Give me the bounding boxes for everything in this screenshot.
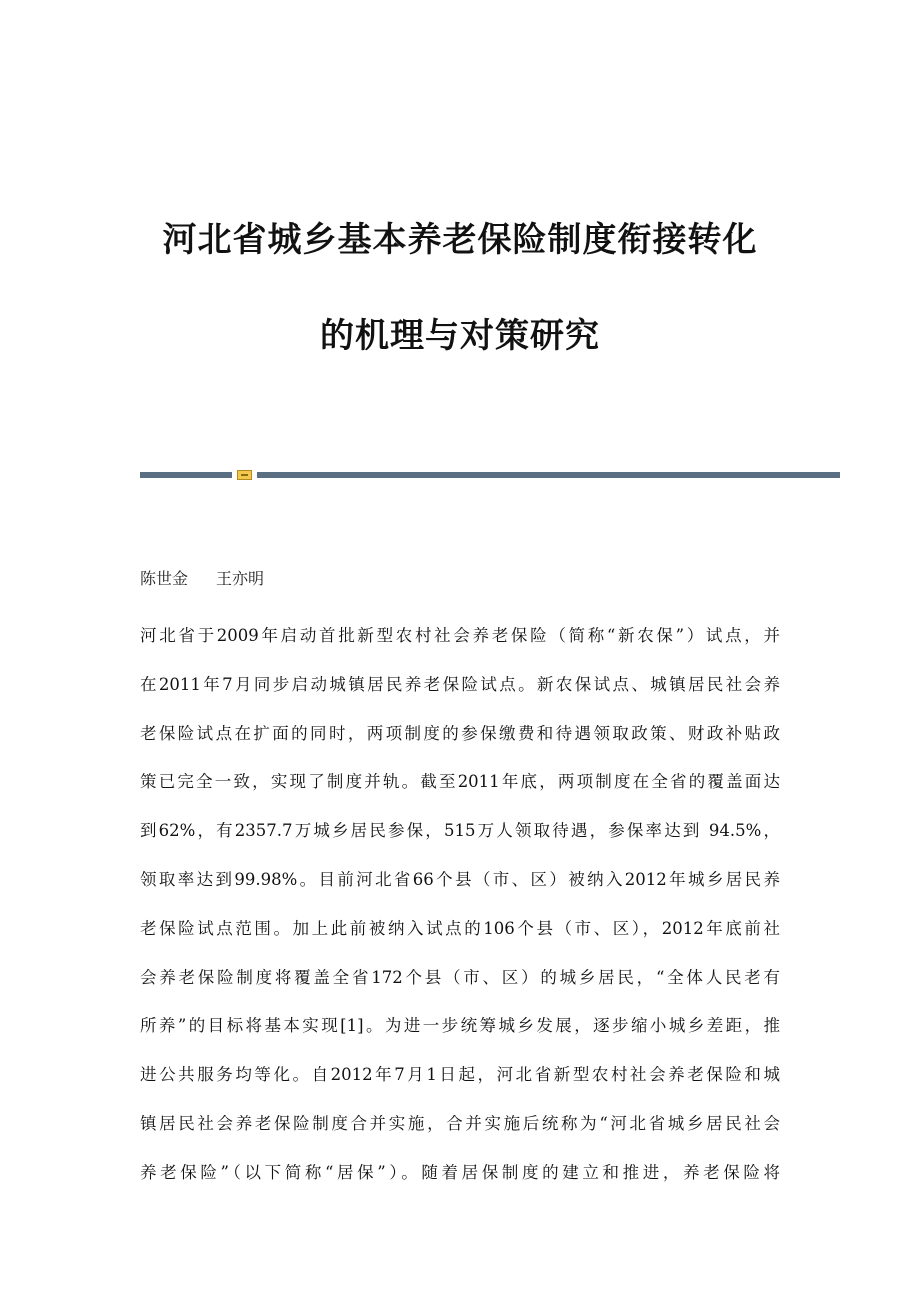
title-divider: [140, 470, 840, 480]
body-line: 养老保险”（以下简称“居保”）。随着居保制度的建立和推进，养老保险将: [140, 1162, 780, 1182]
envelope-icon: [237, 470, 252, 480]
divider-bar-left: [140, 472, 232, 478]
body-line: 策已完全一致，实现了制度并轨。截至2011年底，两项制度在全省的覆盖面达: [140, 772, 780, 792]
body-line: 会养老保险制度将覆盖全省172个县（市、区）的城乡居民，“全体人民老有: [140, 967, 780, 987]
body-line: 在2011年7月同步启动城镇居民养老保险试点。新农保试点、城镇居民社会养: [140, 674, 780, 694]
body-line: 老保险试点范围。加上此前被纳入试点的106个县（市、区），2012年底前社: [140, 918, 780, 938]
document-title-line-1: 河北省城乡基本养老保险制度衔接转化: [162, 220, 758, 260]
body-line: 到62%，有2357.7万城乡居民参保，515万人领取待遇，参保率达到 94.5%，: [140, 821, 780, 841]
body-line: 进公共服务均等化。自2012年7月1日起，河北省新型农村社会养老保险和城: [140, 1065, 780, 1085]
body-line: 领取率达到99.98%。目前河北省66个县（市、区）被纳入2012年城乡居民养: [140, 869, 780, 889]
body-line: 河北省于2009年启动首批新型农村社会养老保险（简称“新农保”）试点，并: [140, 626, 780, 645]
author-name: 王亦明: [216, 569, 265, 588]
document-title-line-2: 的机理与对策研究: [320, 316, 600, 356]
body-paragraph: [140, 620, 780, 1206]
author-name: 陈世金: [140, 569, 189, 588]
author-line: [140, 568, 264, 590]
body-line: 所养”的目标将基本实现[1]。为进一步统筹城乡发展，逐步缩小城乡差距，推: [140, 1016, 780, 1036]
body-line: 老保险试点在扩面的同时，两项制度的参保缴费和待遇领取政策、财政补贴政: [140, 723, 780, 743]
body-line: 镇居民社会养老保险制度合并实施，合并实施后统称为“河北省城乡居民社会: [140, 1113, 780, 1133]
divider-bar-right: [257, 472, 840, 478]
